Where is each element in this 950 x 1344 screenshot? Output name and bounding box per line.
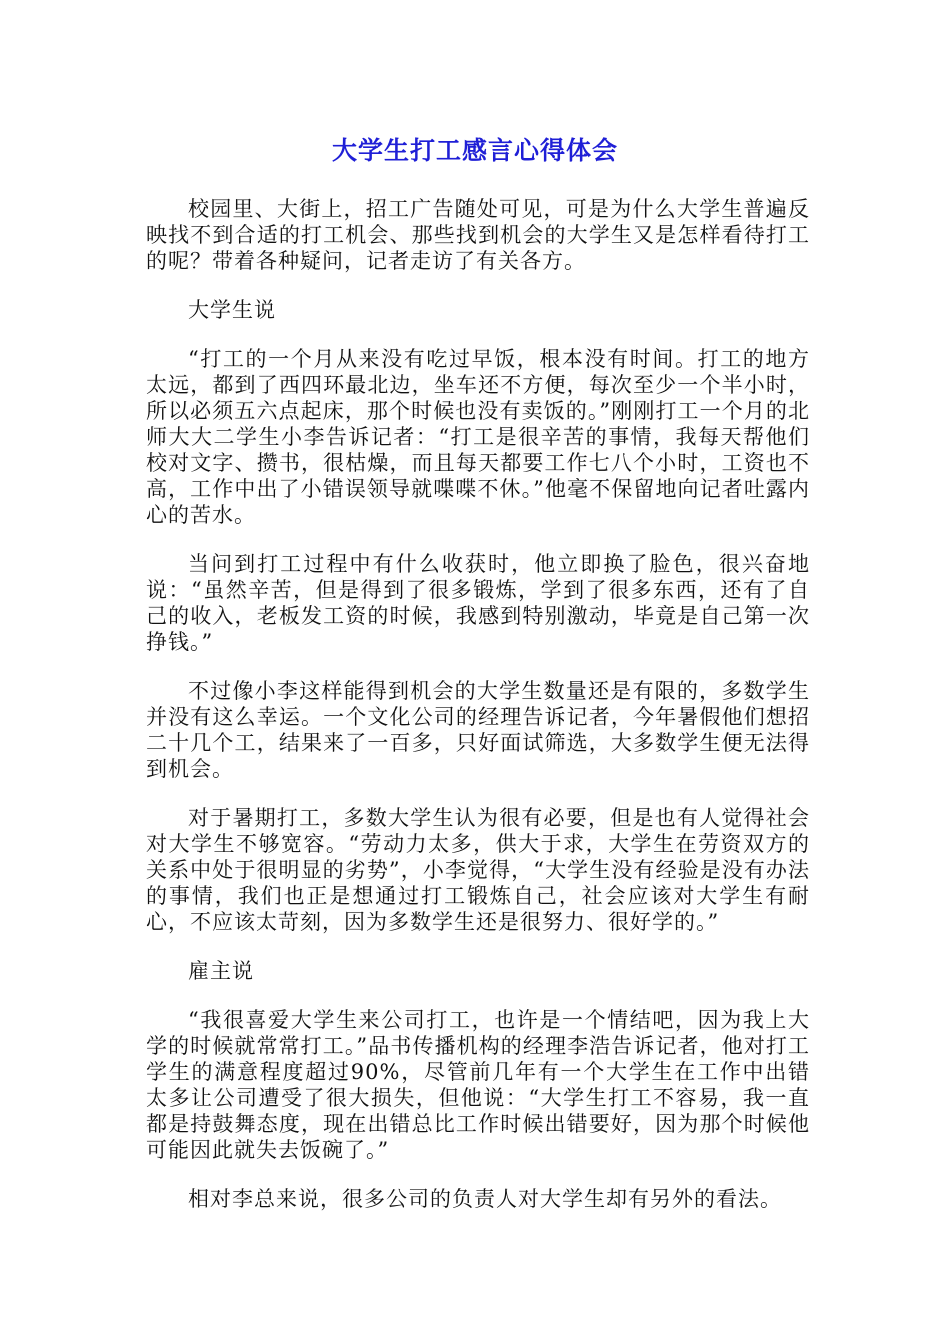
paragraph-student-gains: 当问到打工过程中有什么收获时，他立即换了脸色，很兴奋地说：“虽然辛苦，但是得到了很多锻炼，学到了很多东西，还有了自己的收入，老板发工资的时候，我感到特别激动，毕竟是自己第一次挣钱。” xyxy=(146,552,810,654)
paragraph-summer-work: 对于暑期打工，多数大学生认为很有必要，但是也有人觉得社会对大学生不够宽容。“劳动力太多，供大于求，大学生在劳资双方的关系中处于很明显的劣势”，小李觉得，“大学生没有经验是没有办法的事情，我们也正是想通过打工锻炼自己，社会应该对大学生有耐心，不应该太苛刻，因为多数学生还是很努力、很好学的。” xyxy=(146,806,810,934)
document-title: 大学生打工感言心得体会 xyxy=(331,136,618,165)
paragraph-intro: 校园里、大街上，招工广告随处可见，可是为什么大学生普遍反映找不到合适的打工机会、那些找到机会的大学生又是怎样看待打工的呢？带着各种疑问，记者走访了有关各方。 xyxy=(146,197,810,273)
document-body xyxy=(146,196,810,1235)
paragraph-limited-opportunities: 不过像小李这样能得到机会的大学生数量还是有限的，多数学生并没有这么幸运。一个文化公司的经理告诉记者，今年暑假他们想招二十几个工，结果来了一百多，只好面试筛选，大多数学生便无法得到机会。 xyxy=(146,679,810,781)
paragraph-employer-quote: “我很喜爱大学生来公司打工，也许是一个情结吧，因为我上大学的时候就常常打工。”品书传播机构的经理李浩告诉记者，他对打工学生的满意程度超过90%，尽管前几年有一个大学生在工作中出错太多让公司遭受了很大损失，但他说：“大学生打工不容易，我一直都是持鼓舞态度，现在出错总比工作时候出错要好，因为那个时候他可能因此就失去饭碗了。” xyxy=(146,1008,810,1162)
section-heading-employers: 雇主说 xyxy=(188,959,254,983)
paragraph-student-quote: “打工的一个月从来没有吃过早饭，根本没有时间。打工的地方太远，都到了西四环最北边，坐车还不方便，每次至少一个半小时，所以必须五六点起床，那个时候也没有卖饭的。”刚刚打工一个月的北师大大二学生小李告诉记者：“打工是很辛苦的事情，我每天帮他们校对文字、攒书，很枯燥，而且每天都要工作七八个小时，工资也不高，工作中出了小错误领导就喋喋不休。”他毫不保留地向记者吐露内心的苦水。 xyxy=(146,347,810,527)
section-heading-students: 大学生说 xyxy=(188,298,276,322)
paragraph-other-views: 相对李总来说，很多公司的负责人对大学生却有另外的看法。 xyxy=(188,1187,782,1211)
